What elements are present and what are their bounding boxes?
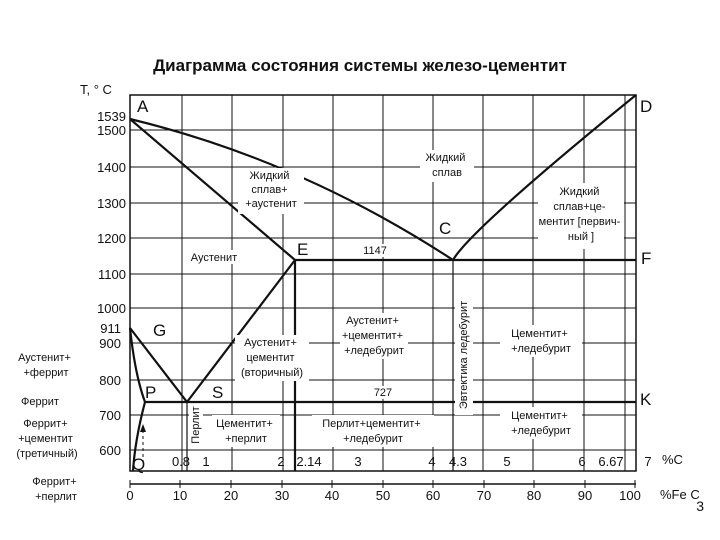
left-label-austenite-ferrit: Аустенит+ +феррит — [18, 352, 71, 379]
x-fe3c-tick: 80 — [526, 488, 542, 503]
region-austenite-cementite-ledeburite: Аустенит+ +цементит+ +ледебурит — [341, 315, 404, 357]
x-fe3c-tick: 30 — [274, 488, 290, 503]
x-c-tick: 5 — [503, 454, 511, 469]
x-c-tick: 3 — [354, 454, 362, 469]
region-liquid-cementite: Жидкий сплав+це- ментит [первич- ный ] — [538, 186, 621, 243]
y-tick: 900 — [99, 336, 121, 351]
temp-727: 727 — [373, 387, 393, 399]
y-tick: 1000 — [97, 301, 126, 316]
x-fe3c-tick: 90 — [577, 488, 593, 503]
x-fe3c-tick: 40 — [324, 488, 340, 503]
point-Q: Q — [132, 455, 146, 474]
y-tick: 1539 — [97, 109, 126, 124]
point-C: C — [439, 219, 452, 238]
x-fe3c-tick: 20 — [223, 488, 239, 503]
point-P: P — [145, 383, 157, 402]
point-G: G — [153, 321, 167, 340]
y-tick: 1300 — [97, 196, 126, 211]
point-E: E — [297, 240, 309, 259]
x-carbon-unit: %C — [662, 452, 683, 467]
region-liquid-austenite: Жидкий сплав+ +аустенит — [245, 170, 297, 210]
region-austenite: Аустенит — [190, 252, 238, 264]
diagram-title: Диаграмма состояния системы железо-цементит — [153, 56, 567, 75]
arrow-head-icon — [140, 424, 146, 432]
point-S: S — [212, 383, 224, 402]
x-c-tick: 0.8 — [171, 454, 191, 469]
y-tick: 911 — [100, 321, 121, 336]
x-fe3c-tick: 0 — [126, 488, 134, 503]
left-label-ferrit-cementite: Феррит+ +цементит (третичный) — [16, 418, 78, 460]
x-c-tick: 6.67 — [598, 454, 624, 469]
temp-1147: 1147 — [363, 245, 387, 257]
y-tick: 800 — [99, 373, 121, 388]
perlit-vertical-label: Перлит — [190, 406, 202, 444]
left-label-ferrit-perlit: Феррит+ +перлит — [32, 476, 77, 503]
y-tick: 700 — [99, 408, 121, 423]
x-fe3c-tick: 50 — [375, 488, 391, 503]
x-fe3c-tick: 60 — [425, 488, 441, 503]
region-perlit-cementite-ledeburite: Перлит+цементит+ +ледебурит — [322, 418, 421, 445]
region-liquid: Жидкий сплав — [425, 152, 466, 179]
y-tick: 1400 — [97, 160, 126, 175]
region-cementite-ledeburite-lower: Цементит+ +ледебурит — [511, 410, 571, 437]
x-c-tick: 4 — [428, 454, 436, 469]
x-c-tick: 1 — [202, 454, 210, 469]
point-A: A — [137, 97, 149, 116]
region-cementite-ledeburite-upper: Цементит+ +ледебурит — [511, 328, 571, 355]
x-cementite-unit: %Fe C — [660, 487, 700, 502]
eutectic-ledeburite-label: Эвтектика ледебурит — [458, 300, 470, 410]
x-fe3c-tick: 100 — [619, 488, 641, 503]
left-label-ferrit: Феррит — [21, 396, 59, 408]
point-K: K — [640, 390, 652, 409]
page-number: 3 — [696, 498, 704, 514]
y-tick: 1500 — [97, 123, 126, 138]
y-tick: 600 — [99, 443, 121, 458]
x-c-tick: 6 — [578, 454, 586, 469]
x-c-tick: 4.3 — [448, 454, 468, 469]
point-D: D — [640, 97, 653, 116]
x-fe3c-tick: 70 — [476, 488, 492, 503]
x-c-tick: 7 — [644, 454, 652, 469]
y-tick: 1100 — [98, 267, 126, 282]
region-austenite-secondary-cementite: Аустенит+ цементит (вторичный) — [240, 337, 304, 379]
region-cementite-perlit: Цементит+ +перлит — [216, 418, 273, 445]
x-c-tick: 2 — [277, 454, 285, 469]
x-fe3c-tick: 10 — [172, 488, 188, 503]
y-axis-unit: T, ° C — [80, 82, 112, 97]
x-c-tick: 2.14 — [296, 454, 322, 469]
y-tick: 1200 — [97, 231, 126, 246]
point-F: F — [641, 249, 652, 268]
